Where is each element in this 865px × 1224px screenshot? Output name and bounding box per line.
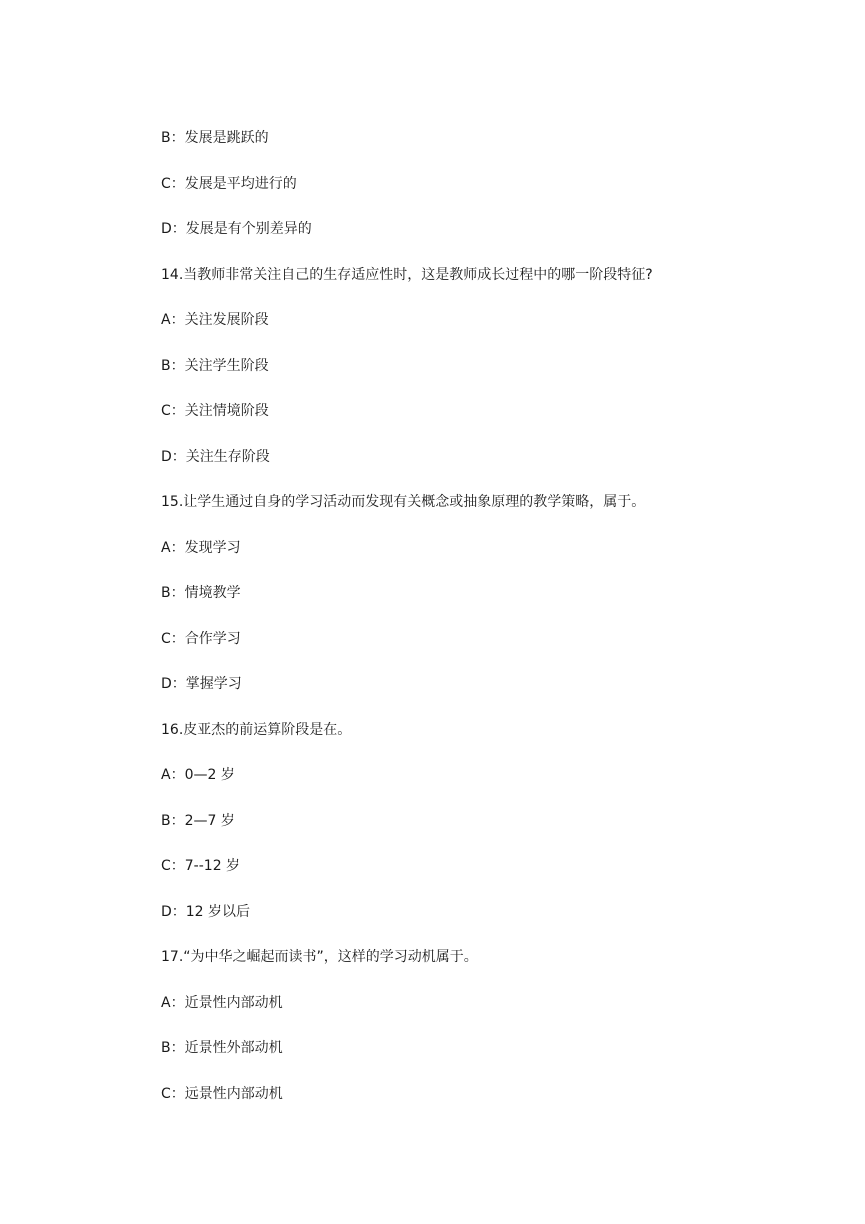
question-line: 16.皮亚杰的前运算阶段是在。 [161,722,352,738]
question-line: 17.“为中华之崛起而读书”，这样的学习动机属于。 [161,949,478,965]
option-line: B：2—7 岁 [161,813,235,829]
option-line: D：关注生存阶段 [161,449,270,465]
option-line: A：关注发展阶段 [161,312,269,328]
option-line: C：关注情境阶段 [161,403,269,419]
question-line: 15.让学生通过自身的学习活动而发现有关概念或抽象原理的教学策略，属于。 [161,494,646,510]
option-line: C：远景性内部动机 [161,1086,283,1102]
option-line: D：发展是有个别差异的 [161,221,312,237]
option-line: C：7--12 岁 [161,858,241,874]
option-line: B：发展是跳跃的 [161,130,269,146]
option-line: A：0—2 岁 [161,767,235,783]
question-line: 14.当教师非常关注自己的生存适应性时，这是教师成长过程中的哪一阶段特征? [161,267,653,283]
option-line: C：合作学习 [161,631,241,647]
option-line: D：12 岁以后 [161,904,251,920]
option-line: C：发展是平均进行的 [161,176,297,192]
option-line: A：近景性内部动机 [161,995,283,1011]
option-line: D：掌握学习 [161,676,242,692]
option-line: B：情境教学 [161,585,241,601]
option-line: B：近景性外部动机 [161,1040,283,1056]
option-line: A：发现学习 [161,540,241,556]
option-line: B：关注学生阶段 [161,358,269,374]
